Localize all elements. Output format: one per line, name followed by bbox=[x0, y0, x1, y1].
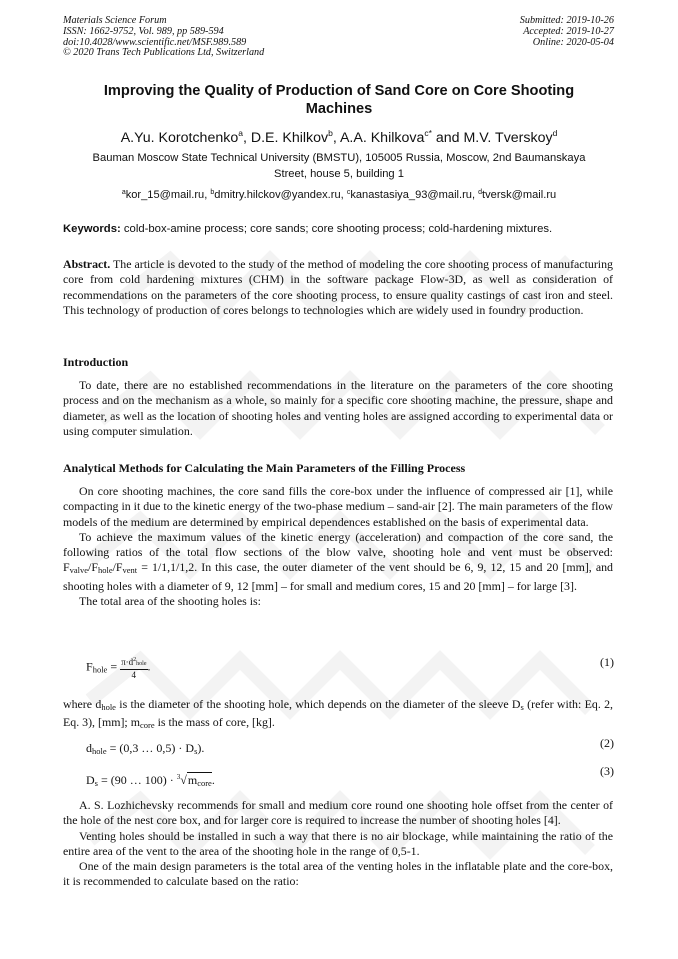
author-name: A.Yu. Korotchenko bbox=[120, 130, 239, 146]
eq-root-var: m bbox=[187, 773, 198, 787]
abstract bbox=[63, 257, 613, 318]
author-sup: a bbox=[238, 128, 243, 138]
eq-lhs: D bbox=[86, 773, 95, 787]
journal-name: Materials Science Forum bbox=[63, 15, 167, 26]
eq-lhs-sub: hole bbox=[92, 746, 107, 756]
eq-rhs-sub: s bbox=[194, 746, 198, 756]
email-sup: c bbox=[346, 189, 351, 196]
author-name: M.V. Tverskoy bbox=[463, 130, 553, 146]
section-heading-analytical: Analytical Methods for Calculating the Main Parameters of the Filling Process bbox=[63, 461, 466, 475]
journal-header-left bbox=[63, 16, 264, 59]
author-name: A.A. Khilkova bbox=[339, 130, 425, 146]
author-sup: c* bbox=[424, 128, 432, 138]
author-name: D.E. Khilkov bbox=[250, 130, 329, 146]
eq-root-index: 3 bbox=[176, 773, 181, 781]
accepted-date: Accepted: 2019-10-27 bbox=[523, 25, 614, 37]
author-sup: d bbox=[552, 128, 558, 138]
email-address: dmitry.hilckov@yandex.ru bbox=[214, 189, 341, 201]
eq-rhs: = (90 … 100) · bbox=[100, 773, 174, 787]
paragraph-text: is the mass of core, [kg]. bbox=[157, 715, 275, 730]
paragraph-text: (refer with: Eq. 2, Eq. 3), [mm]; bbox=[63, 697, 614, 730]
eq-rhs: = (0,3 … 0,5) · D bbox=[109, 741, 195, 755]
paragraph bbox=[63, 530, 613, 594]
keywords-label: Keywords: bbox=[63, 223, 121, 235]
keywords bbox=[63, 222, 615, 236]
author-list: A.Yu. Korotchenko$^a$, D.E. Khilkov$^b$, A.A. Khilkova$^{c*}$ and M.V. Tverskoy$^d$ bbox=[120, 128, 558, 146]
journal-doi: doi:10.4028/www.scientific.net/MSF.989.589 bbox=[63, 36, 247, 48]
email-sup: d bbox=[478, 189, 483, 196]
keywords-text: cold-box-amine process; core sands; core shooting process; cold-hardening mixtures. bbox=[123, 223, 553, 235]
eq-lhs-sub: hole bbox=[92, 664, 108, 675]
submitted-date: Submitted: 2019-10-26 bbox=[519, 15, 614, 26]
analytical-body bbox=[63, 484, 613, 609]
paragraph: A. S. Lozhichevsky recommends for small and medium core round one shooting hole offset from the center of the hole of the nest core box, and for larger core is required to increase the number of shooting holes [4]. bbox=[63, 798, 613, 828]
paper-title: Improving the Quality of Production of Sand Core on Core Shooting Machines bbox=[103, 83, 575, 117]
eq-lhs: d bbox=[86, 741, 92, 755]
eq-root-sub: core bbox=[197, 778, 212, 788]
email-address: kor_15@mail.ru bbox=[125, 189, 205, 201]
introduction-body bbox=[63, 378, 613, 439]
email-sup: a bbox=[121, 189, 126, 196]
ratio-formula: $F_{valve}/F_{hole}/F_{vent} = 1/1,1/1,2$. bbox=[63, 560, 198, 576]
journal-copyright: © 2020 Trans Tech Publications Ltd, Switzerland bbox=[63, 47, 265, 59]
online-date: Online: 2020-05-04 bbox=[532, 36, 614, 48]
equation-number: (2) bbox=[600, 736, 614, 750]
email-list: $^a$kor_15@mail.ru, $^b$dmitry.hilckov@yandex.ru, $^c$kanastasiya_93@mail.ru, $^d$tversk@mail.ru bbox=[121, 189, 557, 201]
eq-num-sub: hole bbox=[136, 661, 147, 667]
where-paragraph: where $d_{hole}$ is the diameter of the shooting hole, which depends on the diameter of the sleeve $D_s$ (refer with: Eq. 2, Eq. 3), [mm]; $m_{core}$ is the mass of core, [kg]. bbox=[63, 697, 614, 731]
equation-2: $d_{hole} = (0,3$ … $0,5) \cdot D_s$). bbox=[86, 741, 205, 756]
eq-num: π·d bbox=[121, 657, 134, 667]
abstract-label: Abstract. bbox=[63, 257, 111, 271]
equation-3: $D_s = (90$ … $100) \cdot ^3√m_{core}$. bbox=[86, 773, 215, 788]
eq-lhs: F bbox=[86, 659, 93, 674]
eq-den: 4 bbox=[131, 670, 137, 680]
equation-number: (1) bbox=[600, 655, 614, 669]
section-heading-introduction: Introduction bbox=[63, 355, 129, 369]
journal-issn: ISSN: 1662-9752, Vol. 989, pp 589-594 bbox=[63, 25, 224, 37]
author-sup: b bbox=[328, 128, 333, 138]
eq-lhs-sub: s bbox=[94, 778, 98, 788]
paragraph: On core shooting machines, the core sand fills the core-box under the influence of compressed air [1], while compacting in it due to the kinetic energy of the two-phase medium – sand-air [2]. The main parameters of the flow models of the medium are determined by empirical dependences established on the basis of experimental data. bbox=[63, 484, 613, 529]
email-address: kanastasiya_93@mail.ru bbox=[350, 189, 472, 201]
closing-paragraphs bbox=[63, 798, 613, 890]
eq-fraction bbox=[120, 655, 147, 680]
journal-header-right bbox=[520, 16, 614, 48]
affiliation: Bauman Moscow State Technical University (BMSTU), 105005 Russia, Moscow, 2nd Baumanskaya Street, house 5, building 1 bbox=[92, 152, 586, 180]
equation-number: (3) bbox=[600, 764, 614, 778]
paragraph: The total area of the shooting holes is: bbox=[79, 594, 261, 609]
email-sup: b bbox=[210, 189, 215, 196]
paragraph-text: To achieve the maximum values of the kinetic energy (acceleration) and compaction of the core sand, the following ratios of the total flow sections of the blow valve, shooting hole and vent must be observed: bbox=[63, 529, 613, 560]
introduction-paragraph: To date, there are no established recommendations in the literature on the parameters of the core shooting process and on the mechanism as a whole, so mainly for a specific core shooting machine, the pressure, shape and diameter, as well as the location of shooting holes and venting holes are assigned according to experimental data or using computer simulation. bbox=[63, 378, 613, 438]
abstract-text: The article is devoted to the study of the method of modeling the core shooting process of manufacturing core from cold hardening mixtures (CHM) in the software package Flow-3D, as well as consideration of recommendations on the parameters of the core shooting process, to ensure quality castings of cast iron and steel. This technology of production of cores belongs to technologies which are widely used in foundry production. bbox=[63, 257, 613, 317]
paragraph: Venting holes should be installed in such a way that there is no air blockage, while maintaining the ratio of the entire area of the vent to the area of the shooting hole in the range of 0,5-1. bbox=[63, 828, 613, 858]
paragraph-text: In this case, the outer diameter of the vent should be 6, 9, 12, 15 and 20 [mm], and shooting holes with a diameter of 9, 12 [mm] – for small and medium cores, 15 and 20 [mm] – for large [3]. bbox=[63, 560, 613, 593]
email-address: tversk@mail.ru bbox=[482, 189, 557, 201]
eq-num-sup: 2 bbox=[133, 657, 137, 663]
paragraph: One of the main design parameters is the total area of the venting holes in the inflatable plate and the core-box, it is recommended to calculate based on the ratio: bbox=[63, 859, 613, 889]
equation-1: $F_{hole}$ = $\frac{\pi\cdot d^2hole}{4}$ . bbox=[86, 657, 151, 680]
eq-root-body bbox=[187, 772, 212, 787]
paragraph-text: is the diameter of the shooting hole, which depends on the diameter of the sleeve bbox=[119, 697, 509, 711]
